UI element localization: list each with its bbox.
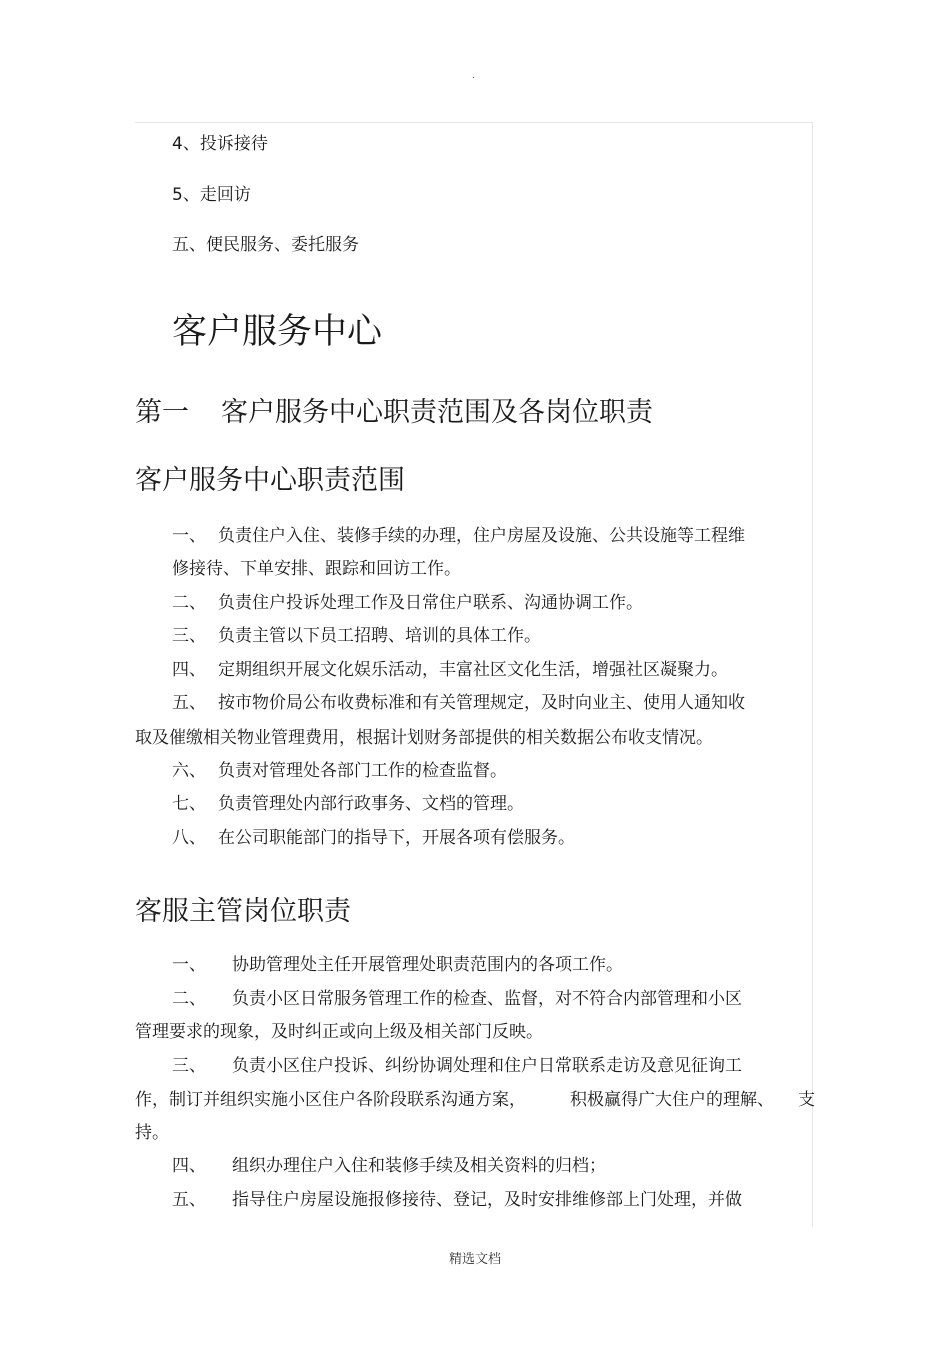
scope-item-8: 八、 在公司职能部门的指导下，开展各项有偿服务。: [172, 828, 575, 848]
scope-item-6: 六、 负责对管理处各部门工作的检查监督。: [172, 761, 507, 781]
duty-item-3-line-2c: 支: [798, 1090, 815, 1110]
duty-item-3-line-2a: 作，制订并组织实施小区住户各阶段联系沟通方案，: [135, 1090, 526, 1110]
scope-item-5-line-2: 取及催缴相关物业管理费用，根据计划财务部提供的相关数据公布收支情况。: [135, 728, 713, 748]
document-title: 客户服务中心: [172, 312, 383, 352]
chapter-heading: [135, 396, 653, 430]
section-heading-supervisor: 客服主管岗位职责: [135, 896, 351, 927]
scope-item-1-line-1: 一、 负责住户入住、装修手续的办理，住户房屋及设施、公共设施等工程维: [172, 526, 745, 546]
page-footer: 精选文档: [448, 1252, 501, 1267]
duty-item-5: 五、 指导住户房屋设施报修接待、登记，及时安排维修部上门处理，并做: [172, 1190, 742, 1210]
scope-item-3: 三、 负责主管以下员工招聘、培训的具体工作。: [172, 626, 541, 646]
scope-item-5-line-1: 五、 按市物价局公布收费标准和有关管理规定，及时向业主、使用人通知收: [172, 693, 745, 713]
list-item-complaint-reception: 4、投诉接待: [172, 134, 268, 154]
duty-item-2-line-1: 二、 负责小区日常服务管理工作的检查、监督，对不符合内部管理和小区: [172, 989, 742, 1009]
scope-item-2: 二、 负责住户投诉处理工作及日常住户联系、沟通协调工作。: [172, 593, 643, 613]
page-header-mark: .: [472, 70, 476, 81]
section-heading-scope: 客户服务中心职责范围: [135, 465, 405, 496]
chapter-title: 客户服务中心职责范围及各岗位职责: [221, 397, 653, 428]
scope-item-7: 七、 负责管理处内部行政事务、文档的管理。: [172, 794, 524, 814]
duty-item-3-line-2b: 积极赢得广大住户的理解、: [570, 1090, 774, 1110]
duty-item-4: 四、 组织办理住户入住和装修手续及相关资料的归档；: [172, 1156, 606, 1176]
list-item-return-visit: 5、走回访: [172, 185, 251, 205]
chapter-number: 第一: [135, 397, 189, 428]
list-item-convenience-service: 五、便民服务、委托服务: [172, 235, 359, 255]
scope-item-4: 四、 定期组织开展文化娱乐活动，丰富社区文化生活，增强社区凝聚力。: [172, 660, 728, 680]
duty-item-2-line-2: 管理要求的现象，及时纠正或向上级及相关部门反映。: [135, 1022, 543, 1042]
duty-item-1: 一、 协助管理处主任开展管理处职责范围内的各项工作。: [172, 955, 623, 975]
scope-item-1-line-2: 修接待、下单安排、跟踪和回访工作。: [172, 559, 461, 579]
duty-item-3-line-1: 三、 负责小区住户投诉、纠纷协调处理和住户日常联系走访及意见征询工: [172, 1056, 742, 1076]
duty-item-3-line-3: 持。: [135, 1123, 169, 1143]
